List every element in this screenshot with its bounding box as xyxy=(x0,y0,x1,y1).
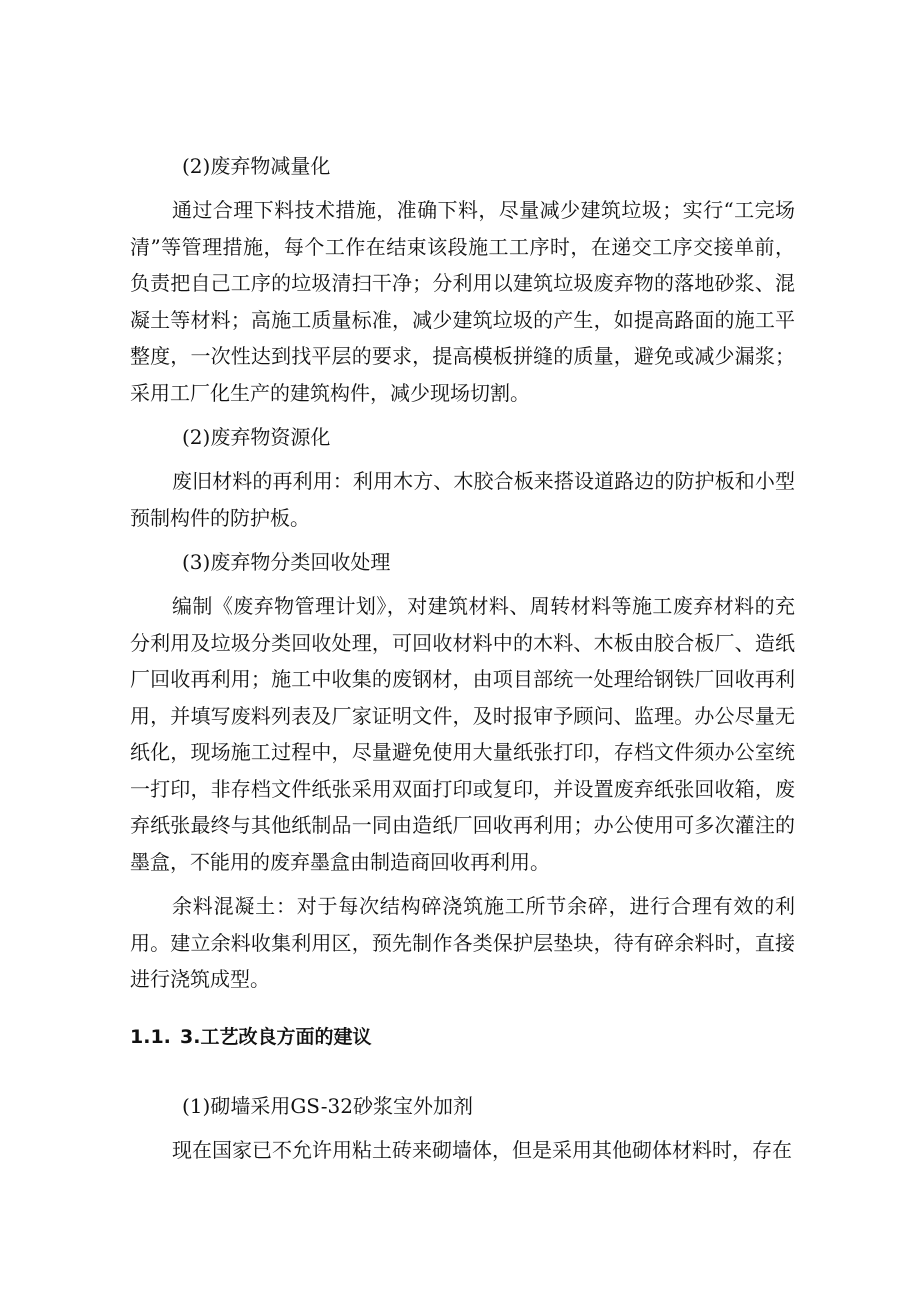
paragraph-waste-reduction: 通过合理下料技术措施，准确下料，尽量减少建筑垃圾；实行“工完场清”等管理措施，每个工作在结束该段施工工序时，在递交工序交接单前，负责把自己工序的垃圾清扫干净；分利用以建筑垃圾废弃物的落地砂浆、混凝土等材料；高施工质量标准，减少建筑垃圾的产生，如提高路面的施工平整度，一次性达到找平层的要求，提高模板拼缝的质量，避免或减少漏浆；采用工厂化生产的建筑构件，减少现场切割。 xyxy=(130,198,795,405)
paragraph-waste-sorting: 编制《废弃物管理计划》，对建筑材料、周转材料等施工废弃材料的充分利用及垃圾分类回收处理，可回收材料中的木料、木板由胶合板厂、造纸厂回收再利用；施工中收集的废钢材，由项目部统一处理给钢铁厂回收再利用，并填写废料列表及厂家证明文件，及时报审予顾问、监理。办公尽量无纸化，现场施工过程中，尽量避免使用大量纸张打印，存档文件须办公室统一打印，非存档文件纸张采用双面打印或复印，并设置废弃纸张回收箱，废弃纸张最终与其他纸制品一同由造纸厂回收再利用；办公使用可多次灌注的墨盒，不能用的废弃墨盒由制造商回收再利用。 xyxy=(130,594,795,874)
subsection-waste-sorting: (3)废弃物分类回收处理 xyxy=(182,550,391,574)
subsection-waste-recycling: (2)废弃物资源化 xyxy=(182,425,331,449)
paragraph-waste-recycling: 废旧材料的再利用：利用木方、木胶合板来搭设道路边的防护板和小型预制构件的防护板。 xyxy=(130,469,795,530)
section-heading-number: 1.1. xyxy=(130,1025,171,1048)
paragraph-surplus-concrete: 余料混凝土：对于每次结构碎浇筑施工所节余碎，进行合理有效的利用。建立余料收集利用区，预先制作各类保护层垫块，待有碎余料时，直接进行浇筑成型。 xyxy=(130,894,795,991)
section-heading xyxy=(130,1022,795,1052)
subsection-waste-reduction: (2)废弃物减量化 xyxy=(182,154,331,178)
section-heading-text: 3.工艺改良方面的建议 xyxy=(180,1025,372,1048)
subsection-masonry-additive: (1)砌墙采用GS-32砂浆宝外加剂 xyxy=(182,1093,473,1118)
document-body xyxy=(130,148,795,1176)
paragraph-masonry: 现在国家已不允许用粘土砖来砌墙体，但是采用其他砌体材料时，存在 xyxy=(172,1137,792,1162)
